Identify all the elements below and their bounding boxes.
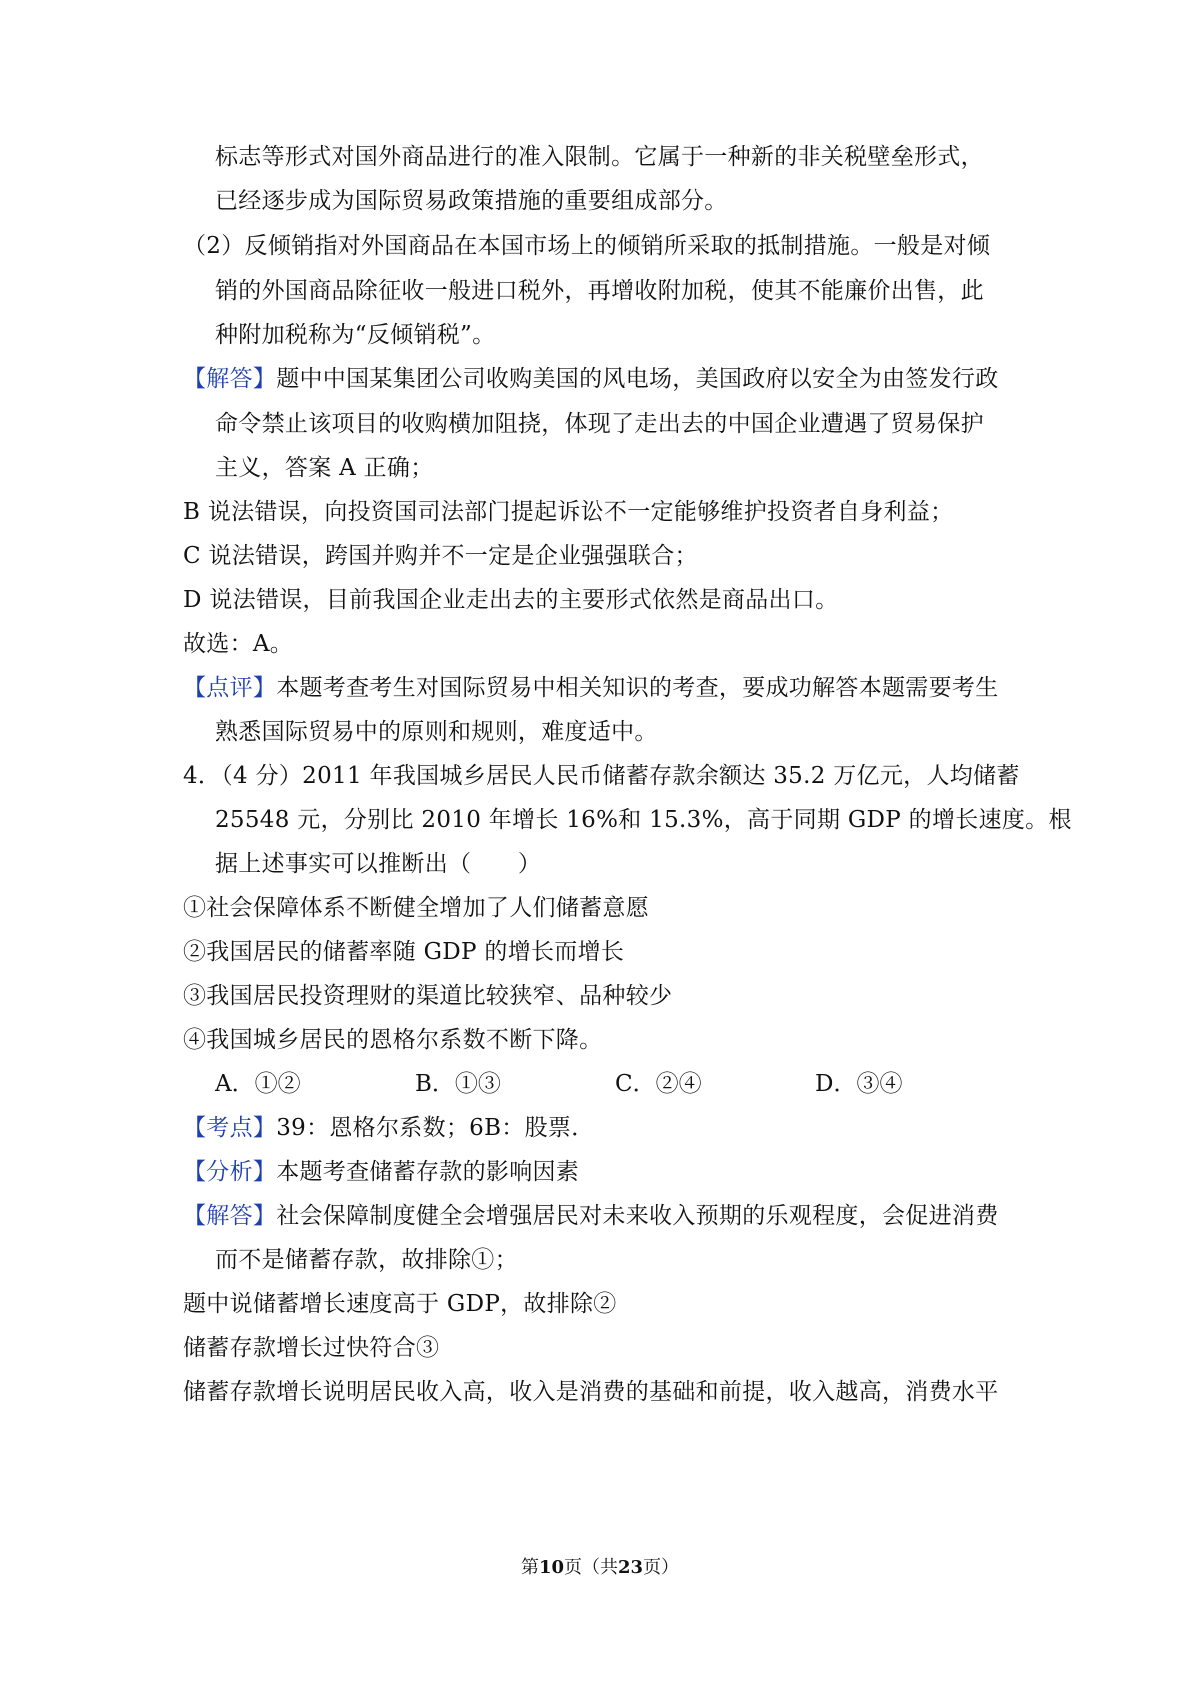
text-line: 据上述事实可以推断出（ ）: [215, 851, 542, 877]
text-line: 命令禁止该项目的收购横加阻挠，体现了走出去的中国企业遭遇了贸易保护: [215, 411, 984, 437]
comment-text: 本题考查考生对国际贸易中相关知识的考查，要成功解答本题需要考生: [276, 675, 999, 701]
option-d: D．③④: [815, 1071, 903, 1097]
text-line: 题中说储蓄增长速度高于 GDP，故排除②: [183, 1291, 617, 1317]
text-line: 储蓄存款增长过快符合③: [183, 1335, 440, 1361]
option-a: A．①②: [215, 1071, 301, 1097]
analysis-text: 本题考查储蓄存款的影响因素: [276, 1159, 580, 1185]
point-line: [183, 1113, 595, 1143]
answer-line: [183, 364, 999, 394]
statement-1: ①社会保障体系不断健全增加了人们储蓄意愿: [183, 895, 649, 921]
answer-text: 社会保障制度健全会增强居民对未来收入预期的乐观程度，会促进消费: [276, 1203, 999, 1229]
text-line: 储蓄存款增长说明居民收入高，收入是消费的基础和前提，收入越高，消费水平: [183, 1379, 999, 1405]
statement-2: ②我国居民的储蓄率随 GDP 的增长而增长: [183, 939, 625, 965]
comment-line: [183, 673, 999, 703]
text-line: 标志等形式对国外商品进行的准入限制。它属于一种新的非关税壁垒形式，: [215, 144, 984, 170]
text-line: 故选：A。: [183, 631, 294, 657]
text-line: 销的外国商品除征收一般进口税外，再增收附加税，使其不能廉价出售，此: [215, 278, 984, 304]
text-line: 而不是储蓄存款，故排除①；: [215, 1247, 518, 1273]
page-footer: 第10页（共23页）: [520, 1557, 680, 1578]
option-c: C．②④: [615, 1071, 702, 1097]
page-total: 23: [618, 1557, 644, 1578]
text-line: 主义，答案 A 正确；: [215, 455, 434, 481]
comment-tag: 【点评】: [183, 675, 277, 701]
statement-3: ③我国居民投资理财的渠道比较狭窄、品种较少: [183, 983, 673, 1009]
text-line: 25548 元，分别比 2010 年增长 16%和 15.3%，高于同期 GDP 的增长速度。根: [215, 807, 1072, 833]
answer-line: [183, 1201, 999, 1231]
point-text: 39：恩格尔系数；6B：股票．: [276, 1115, 595, 1141]
text-line: 熟悉国际贸易中的原则和规则，难度适中。: [215, 719, 658, 745]
statement-4: ④我国城乡居民的恩格尔系数不断下降。: [183, 1027, 603, 1053]
text-line: C 说法错误，跨国并购并不一定是企业强强联合；: [183, 543, 698, 569]
analysis-line: [183, 1157, 579, 1187]
text-line: D 说法错误，目前我国企业走出去的主要形式依然是商品出口。: [183, 587, 839, 613]
point-tag: 【考点】: [183, 1115, 277, 1141]
text-line: B 说法错误，向投资国司法部门提起诉讼不一定能够维护投资者自身利益；: [183, 499, 954, 525]
question-line: 4．（4 分）2011 年我国城乡居民人民币储蓄存款余额达 35.2 万亿元，人均储蓄: [183, 763, 1020, 789]
text-line: 已经逐步成为国际贸易政策措施的重要组成部分。: [215, 188, 728, 214]
analysis-tag: 【分析】: [183, 1159, 277, 1185]
page-number: 10: [538, 1557, 564, 1578]
answer-tag: 【解答】: [183, 1203, 277, 1229]
option-b: B．①③: [415, 1071, 501, 1097]
text-line: （2）反倾销指对外国商品在本国市场上的倾销所采取的抵制措施。一般是对倾: [183, 233, 991, 259]
text-line: 种附加税称为“反倾销税”。: [215, 322, 496, 348]
answer-tag: 【解答】: [183, 366, 277, 392]
answer-text: 题中中国某集团公司收购美国的风电场，美国政府以安全为由签发行政: [276, 366, 999, 392]
